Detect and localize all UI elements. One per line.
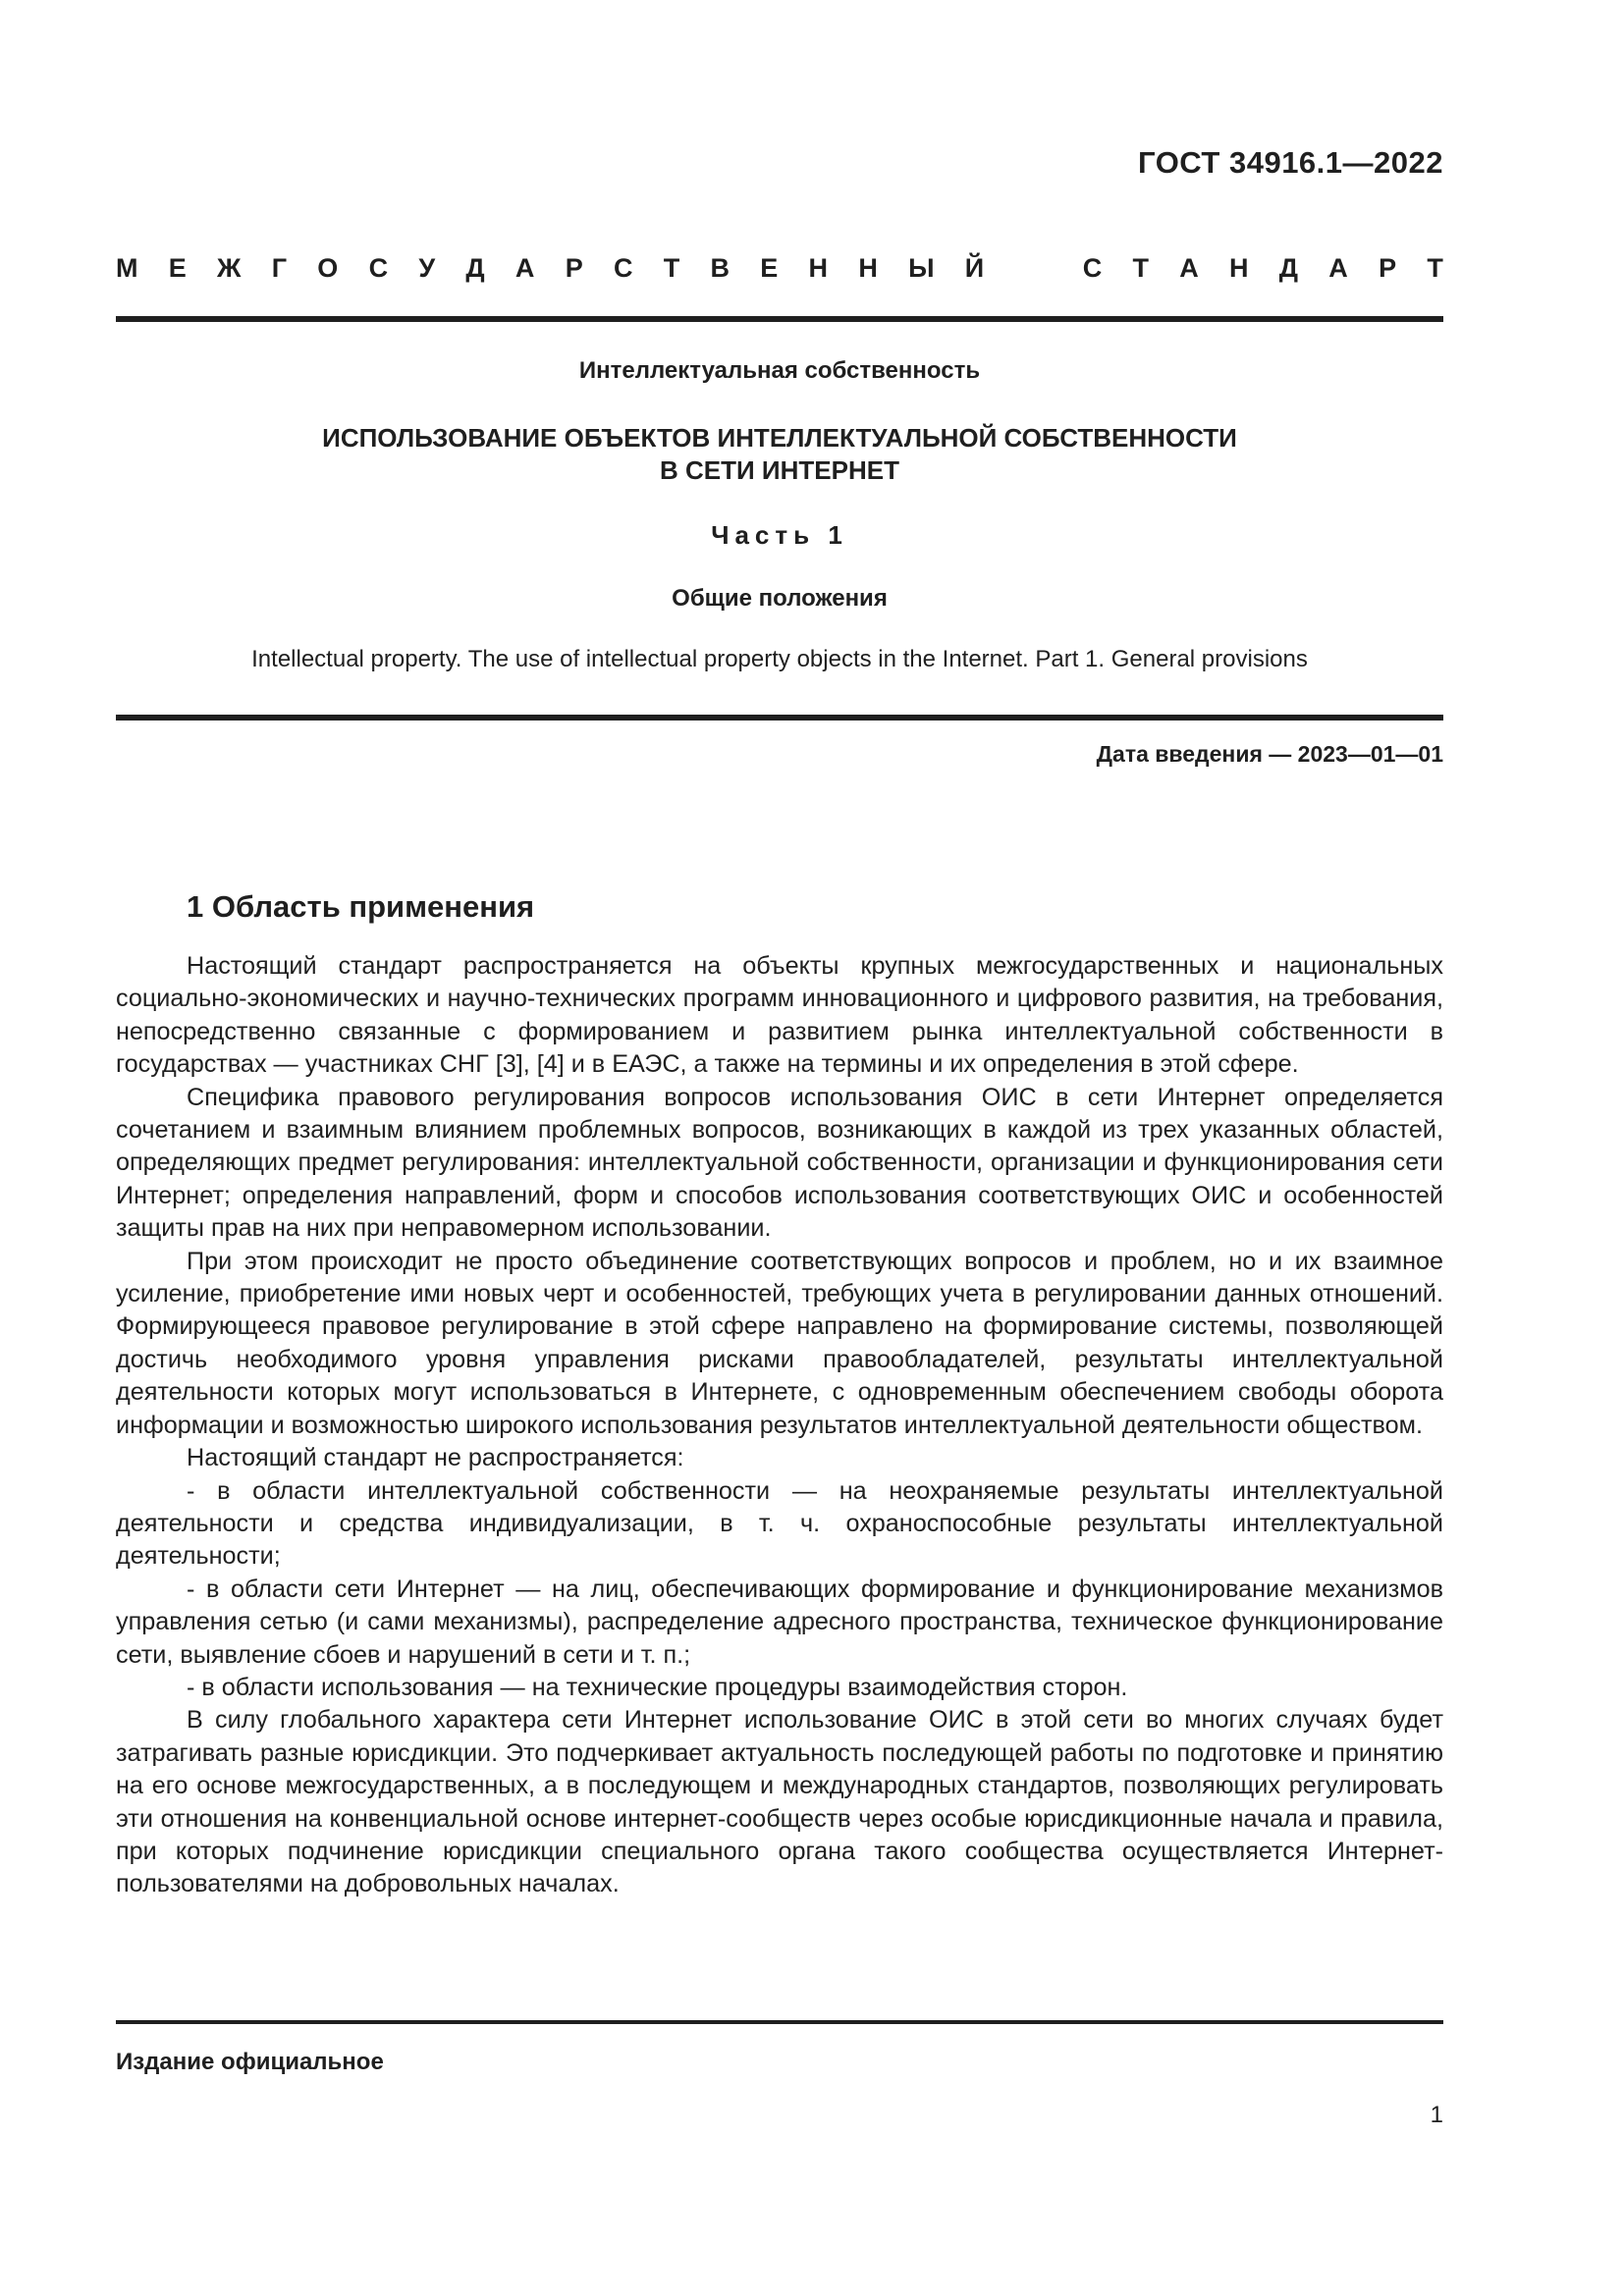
standard-type-letter: Н: [808, 253, 829, 283]
standard-type-letter: Т: [663, 253, 680, 283]
standard-type-letter: Д: [1278, 253, 1299, 283]
body-paragraph: Настоящий стандарт не распространяется:: [187, 1444, 684, 1472]
document-title-line: ИСПОЛЬЗОВАНИЕ ОБЪЕКТОВ ИНТЕЛЛЕКТУАЛЬНОЙ СОБСТВЕННОСТИ: [322, 423, 1237, 453]
field-heading: Интеллектуальная собственность: [578, 357, 981, 384]
body-paragraph: При этом происходит не просто объединение соответствующих вопросов и проблем, но и их взаимное усиление, приобретение ими новых черт и особенностей, требующих учета в регулировании данных отношений. Формирующееся правовое регулирование в этой сфере направлено на формирование системы, позволяющей достичь необходимого уровня управления рисками правообладателей, результаты интеллектуальной деятельности которых могут использоваться в Интернете, с одновременным обеспечением свободы оборота информации и возможностью широкого использования результатов интеллектуальной деятельности обществом.: [116, 1247, 1443, 1439]
part-heading: Часть 1: [711, 520, 848, 550]
standard-type-letter: У: [418, 253, 436, 283]
section-body: [116, 950, 1443, 1901]
standard-type-letter: С: [1082, 253, 1103, 283]
standard-type-letter: С: [613, 253, 633, 283]
body-paragraph: В силу глобального характера сети Интернет использование ОИС в этой сети во многих случаях будет затрагивать разные юрисдикции. Это подчеркивает актуальность последующей работы по подготовке и принятию на его основе межгосударственных, а в последующем и международных стандартов, позволяющих регулировать эти отношения на конвенциальной основе интернет-сообществ через особые юрисдикционные начала и правила, при которых подчинение юрисдикции специального органа такого сообщества осуществляется Интернет-пользователями на добровольных началах.: [116, 1706, 1443, 1898]
list-item: - в области использования — на технические процедуры взаимодействия сторон.: [187, 1673, 1128, 1701]
standard-type-letter: Е: [760, 253, 779, 283]
section-heading: 1 Область применения: [187, 889, 535, 924]
standard-type-gap: [1014, 253, 1052, 284]
standard-type-letter: Р: [565, 253, 583, 283]
standard-type-letter: Й: [964, 253, 985, 283]
standard-type-letter: Т: [1132, 253, 1149, 283]
standard-type-letter: В: [710, 253, 730, 283]
standard-type-letter: Р: [1379, 253, 1397, 283]
body-paragraph: Специфика правового регулирования вопросов использования ОИС в сети Интернет определяется сочетанием и взаимным влиянием проблемных вопросов, возникающих в каждой из трех указанных областей, определяющих предмет регулирования: интеллектуальной собственности, организации и функционирования сети Интернет; определения направлений, форм и способов использования соответствующих ОИС и особенностей защиты прав на них при неправомерном использовании.: [116, 1083, 1443, 1243]
standard-type-letter: Н: [1229, 253, 1249, 283]
standard-type-letter: С: [368, 253, 389, 283]
document-subtitle: Общие положения: [672, 585, 888, 612]
edition-label: Издание официальное: [116, 2049, 384, 2075]
standard-type-letter: А: [1328, 253, 1348, 283]
page-number: 1: [1430, 2102, 1443, 2128]
standard-type-letter: Ж: [217, 253, 242, 283]
body-paragraph: Настоящий стандарт распространяется на объекты крупных межгосударственных и национальных социально-экономических и научно-технических программ инновационного и цифрового развития, на требования, непосредственно связанные с формированием и развитием рынка интеллектуальной собственности в государствах — участниках СНГ [3], [4] и в ЕАЭС, а также на термины и их определения в этой сфере.: [116, 952, 1443, 1079]
standard-type-letter: А: [1179, 253, 1199, 283]
introduction-date: Дата введения — 2023—01—01: [1096, 741, 1443, 767]
english-title: Intellectual property. The use of intellectual property objects in the Internet. Part 1. General provisions: [251, 646, 1308, 672]
standard-type-letter: Е: [168, 253, 187, 283]
document-title-line: В СЕТИ ИНТЕРНЕТ: [660, 455, 899, 485]
header-divider: [116, 316, 1443, 322]
standard-type-letter: Н: [858, 253, 878, 283]
standard-type-letter: Т: [1427, 253, 1443, 283]
standard-type-letter: А: [514, 253, 535, 283]
title-divider: [116, 715, 1443, 721]
standard-type-heading: [116, 253, 1443, 284]
document-number: ГОСТ 34916.1—2022: [1138, 145, 1443, 180]
standard-type-letter: Ы: [908, 253, 935, 283]
standard-type-letter: М: [116, 253, 138, 283]
standard-type-letter: Г: [271, 253, 288, 283]
document-title: [116, 422, 1443, 487]
standard-type-letter: О: [317, 253, 339, 283]
standard-type-letter: Д: [465, 253, 485, 283]
list-item: - в области интеллектуальной собственности — на неохраняемые результаты интеллектуальной деятельности и средства индивидуализации, в т. ч. охраноспособные результаты интеллектуальной деятельности;: [116, 1476, 1443, 1571]
footer-divider: [116, 2020, 1443, 2024]
list-item: - в области сети Интернет — на лиц, обеспечивающих формирование и функционирование механизмов управления сетью (и сами механизмы), распределение адресного пространства, техническое функционирование сети, выявление сбоев и нарушений в сети и т. п.;: [116, 1575, 1443, 1669]
